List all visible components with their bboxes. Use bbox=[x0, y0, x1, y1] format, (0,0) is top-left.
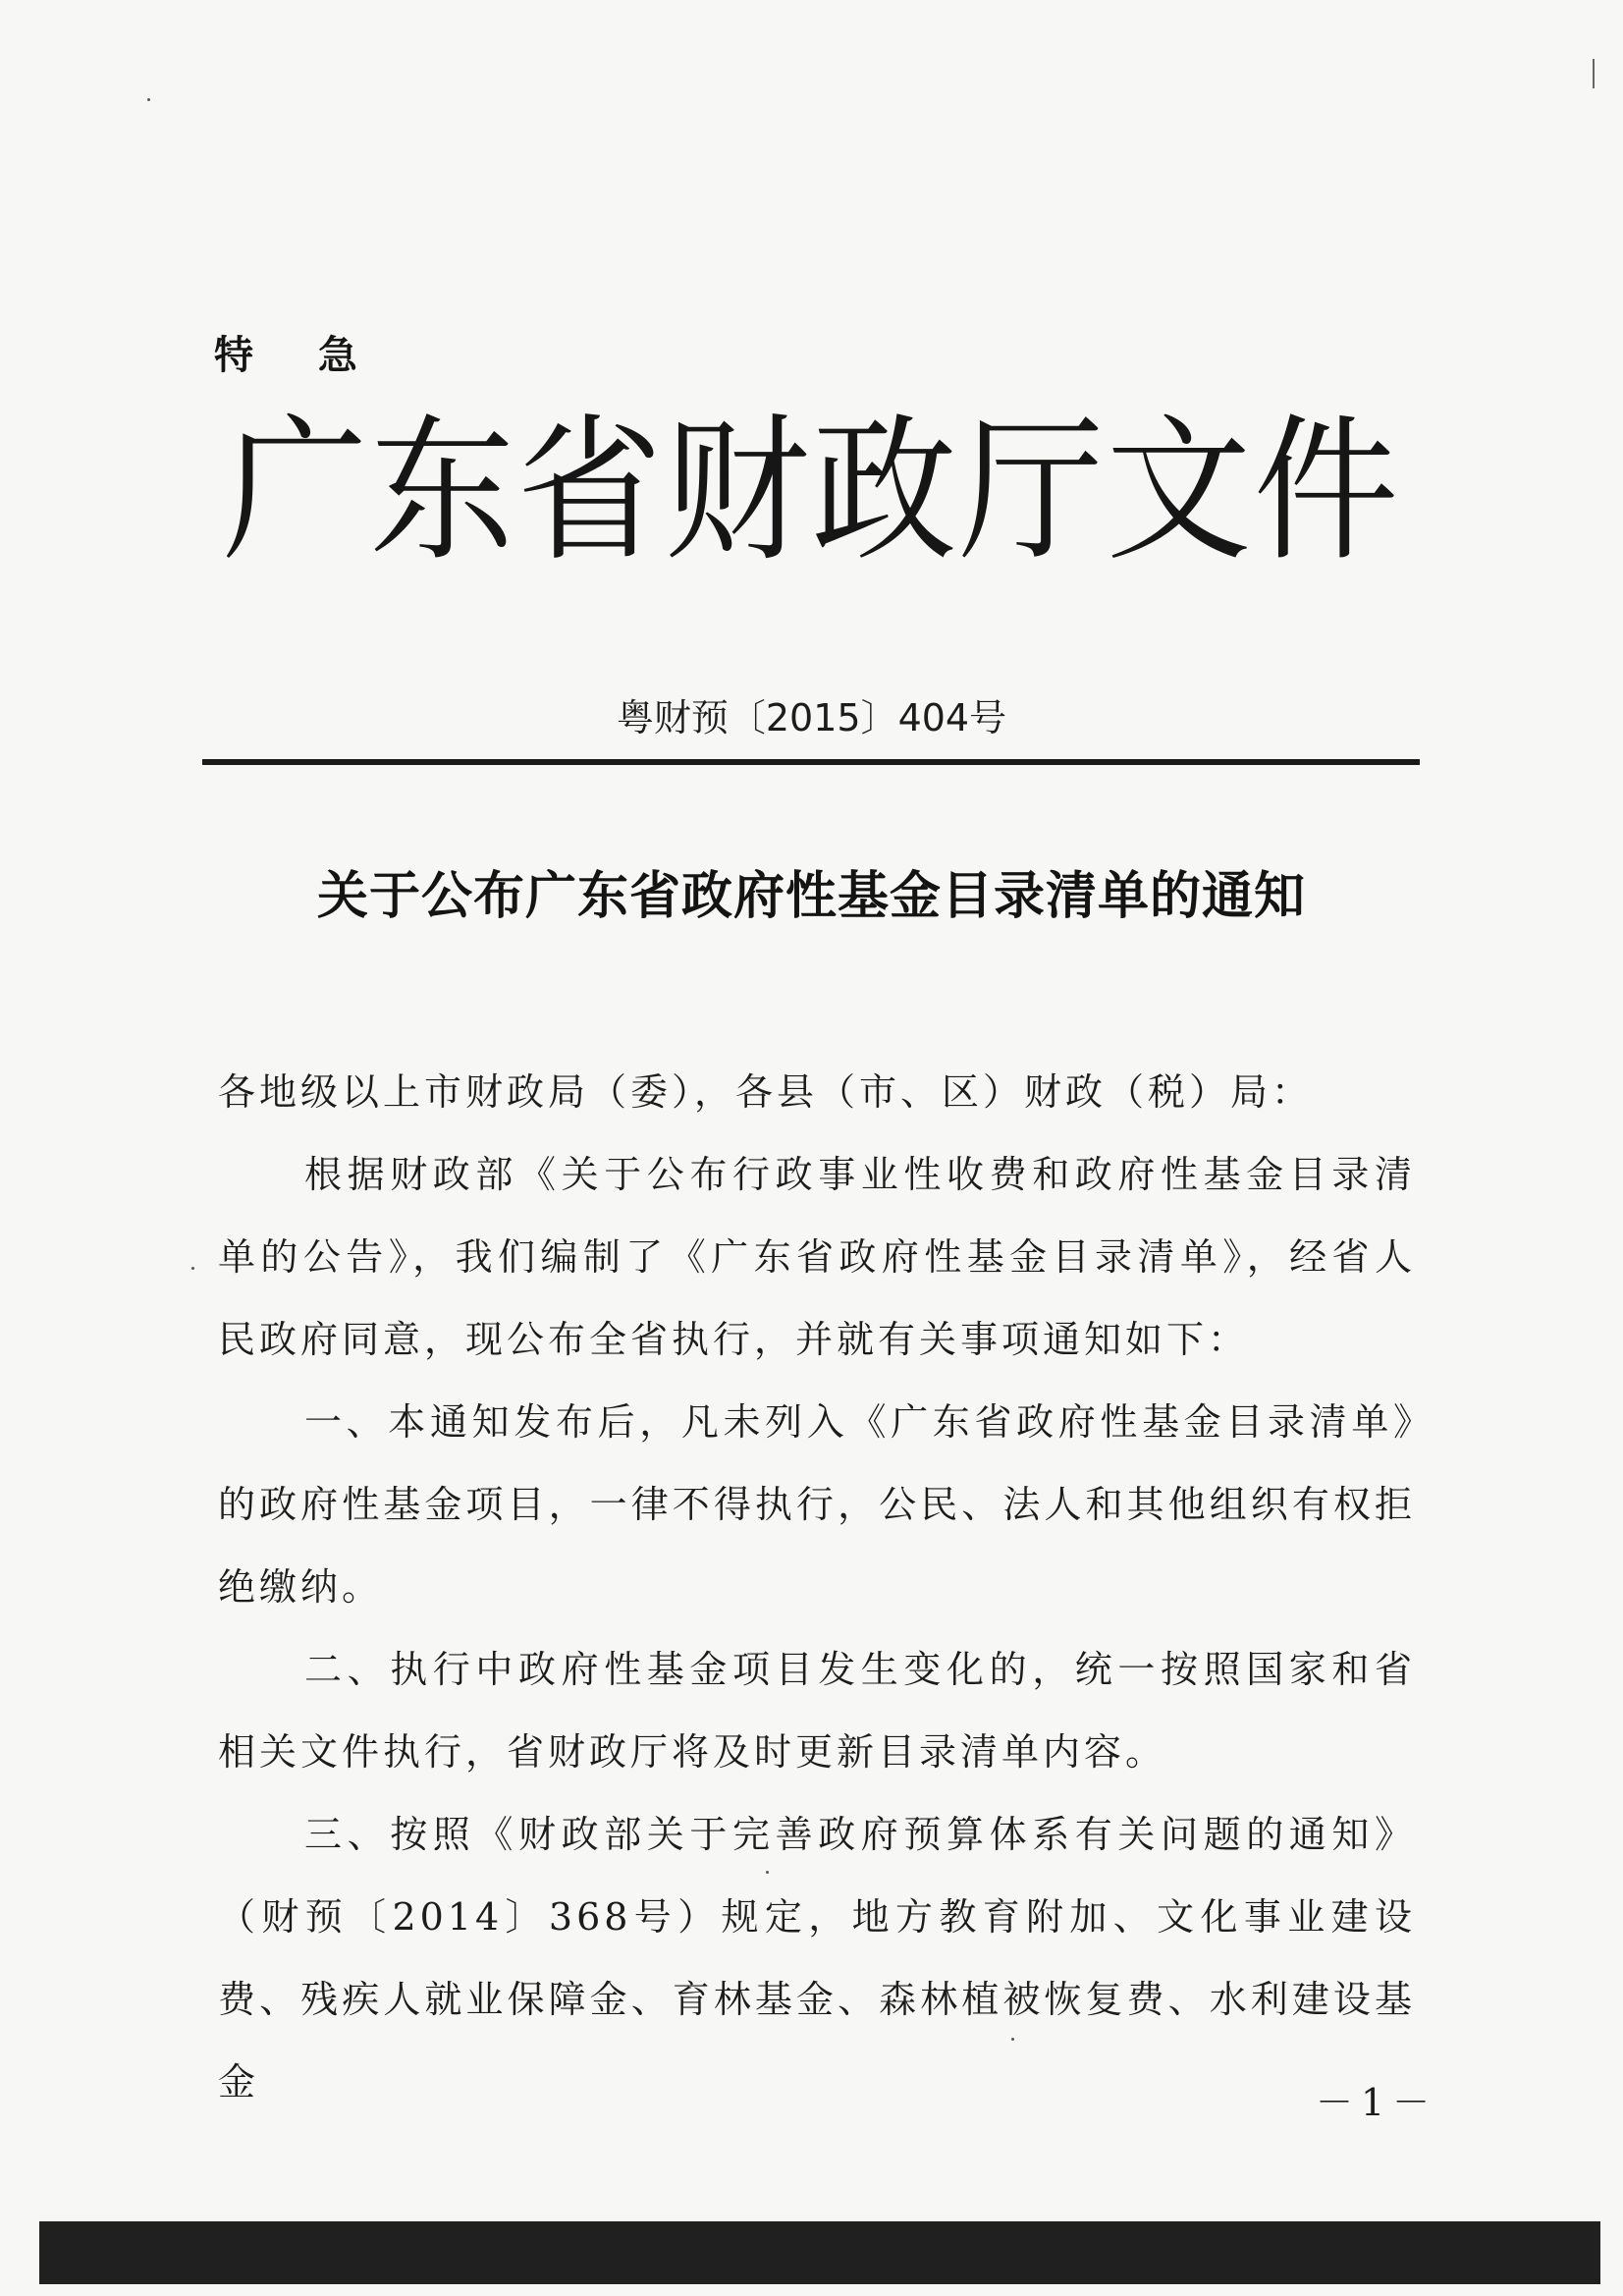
scan-edge-band bbox=[39, 2221, 1600, 2284]
scan-edge-mark bbox=[1593, 59, 1595, 88]
header-divider bbox=[202, 759, 1420, 765]
agency-header: 广东省财政厅文件 bbox=[222, 400, 1401, 582]
scan-speck bbox=[766, 1871, 769, 1874]
paragraph-item-1: 一、本通知发布后，凡未列入《广东省政府性基金目录清单》的政府性基金项目，一律不得执行，公民、法人和其他组织有权拒绝缴纳。 bbox=[218, 1400, 1416, 1609]
paragraph-intro: 根据财政部《关于公布行政事业性收费和政府性基金目录清单的公告》，我们编制了《广东省政府性基金目录清单》，经省人民政府同意，现公布全省执行，并就有关事项通知如下： bbox=[218, 1153, 1416, 1361]
scan-speck bbox=[191, 1267, 194, 1270]
notice-body bbox=[218, 1051, 1416, 2123]
document-number: 粤财预〔2015〕404号 bbox=[616, 696, 1007, 739]
scan-speck bbox=[1011, 2038, 1014, 2041]
page-number: －1－ bbox=[1316, 2081, 1438, 2124]
urgency-label: 特 急 bbox=[214, 333, 383, 378]
notice-title: 关于公布广东省政府性基金目录清单的通知 bbox=[316, 866, 1306, 926]
paragraph-item-3: 三、按照《财政部关于完善政府预算体系有关问题的通知》（财预〔2014〕368号）规定，地方教育附加、文化事业建设费、残疾人就业保障金、育林基金、森林植被恢复费、水利建设基金 bbox=[218, 1813, 1416, 2104]
paragraph-item-2: 二、执行中政府性基金项目发生变化的，统一按照国家和省相关文件执行，省财政厅将及时更新目录清单内容。 bbox=[218, 1648, 1416, 1774]
salutation: 各地级以上市财政局（委），各县（市、区）财政（税）局： bbox=[218, 1070, 1314, 1114]
scan-speck bbox=[147, 98, 150, 101]
